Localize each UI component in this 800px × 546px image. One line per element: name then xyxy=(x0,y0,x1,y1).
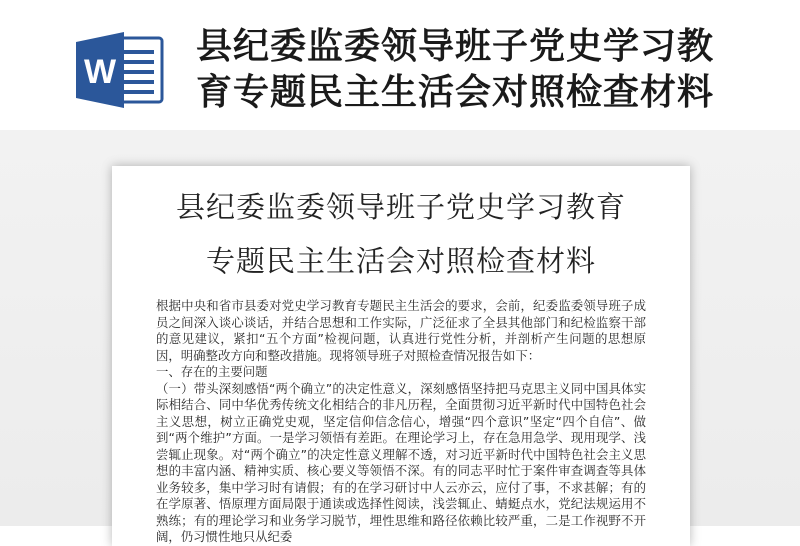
svg-text:W: W xyxy=(83,53,117,91)
banner-title: 县纪委监委领导班子党史学习教 育专题民主生活会对照检查材料 xyxy=(196,26,715,113)
section-heading: 一、存在的主要问题 xyxy=(156,364,268,379)
word-icon xyxy=(74,30,166,110)
banner-header xyxy=(0,0,800,130)
body-paragraph: （一）带头深刻感悟“两个确立”的决定性意义，深刻感悟坚持把马克思主义同中国具体实际相结合、同中华优秀传统文化相结合的非凡历程，全面贯彻习近平新时代中国特色社会主义思想，树立正确党史观，坚定信仰信念信心，增强“四个意识”坚定“四个自信”、做到“两个维护”方面。一是学习领悟有差距。在理论学习上，存在急用急学、现用现学、浅尝辄止现象。对“两个确立”的决定性意义理解不透，对习近平新时代中国特色社会主义思想的丰富内涵、精神实质、核心要义等领悟不深。有的同志平时忙于案件审查调查等具体业务较多，集中学习时有请假；有的在学习研讨中人云亦云，应付了事，不求甚解；有的在学原著、悟原理方面局限于通读或选择性阅读，浅尝辄止、蜻蜓点水，党纪法规运用不熟练；有的理论学习和业务学习脱节，埋性思维和路径依赖比较严重，二是工作视野不开阔，仍习惯性地只从纪委 xyxy=(156,380,646,544)
document-page xyxy=(112,166,690,546)
document-title xyxy=(112,180,690,288)
intro-paragraph: 根据中央和省市县委对党史学习教育专题民主生活会的要求，会前，纪委监委领导班子成员之间深入谈心谈话，并结合思想和工作实际，广泛征求了全县其他部门和纪检监察干部的意见建议，紧扣“五个方面”检视问题，认真进行党性分析，并剖析产生问题的思想原因，明确整改方向和整改措施。现将领导班子对照检查情况报告如下： xyxy=(156,298,646,363)
document-title-line1: 县纪委监委领导班子党史学习教育 xyxy=(175,190,626,224)
document-title-line2: 专题民主生活会对照检查材料 xyxy=(205,244,596,278)
document-body xyxy=(156,298,646,546)
